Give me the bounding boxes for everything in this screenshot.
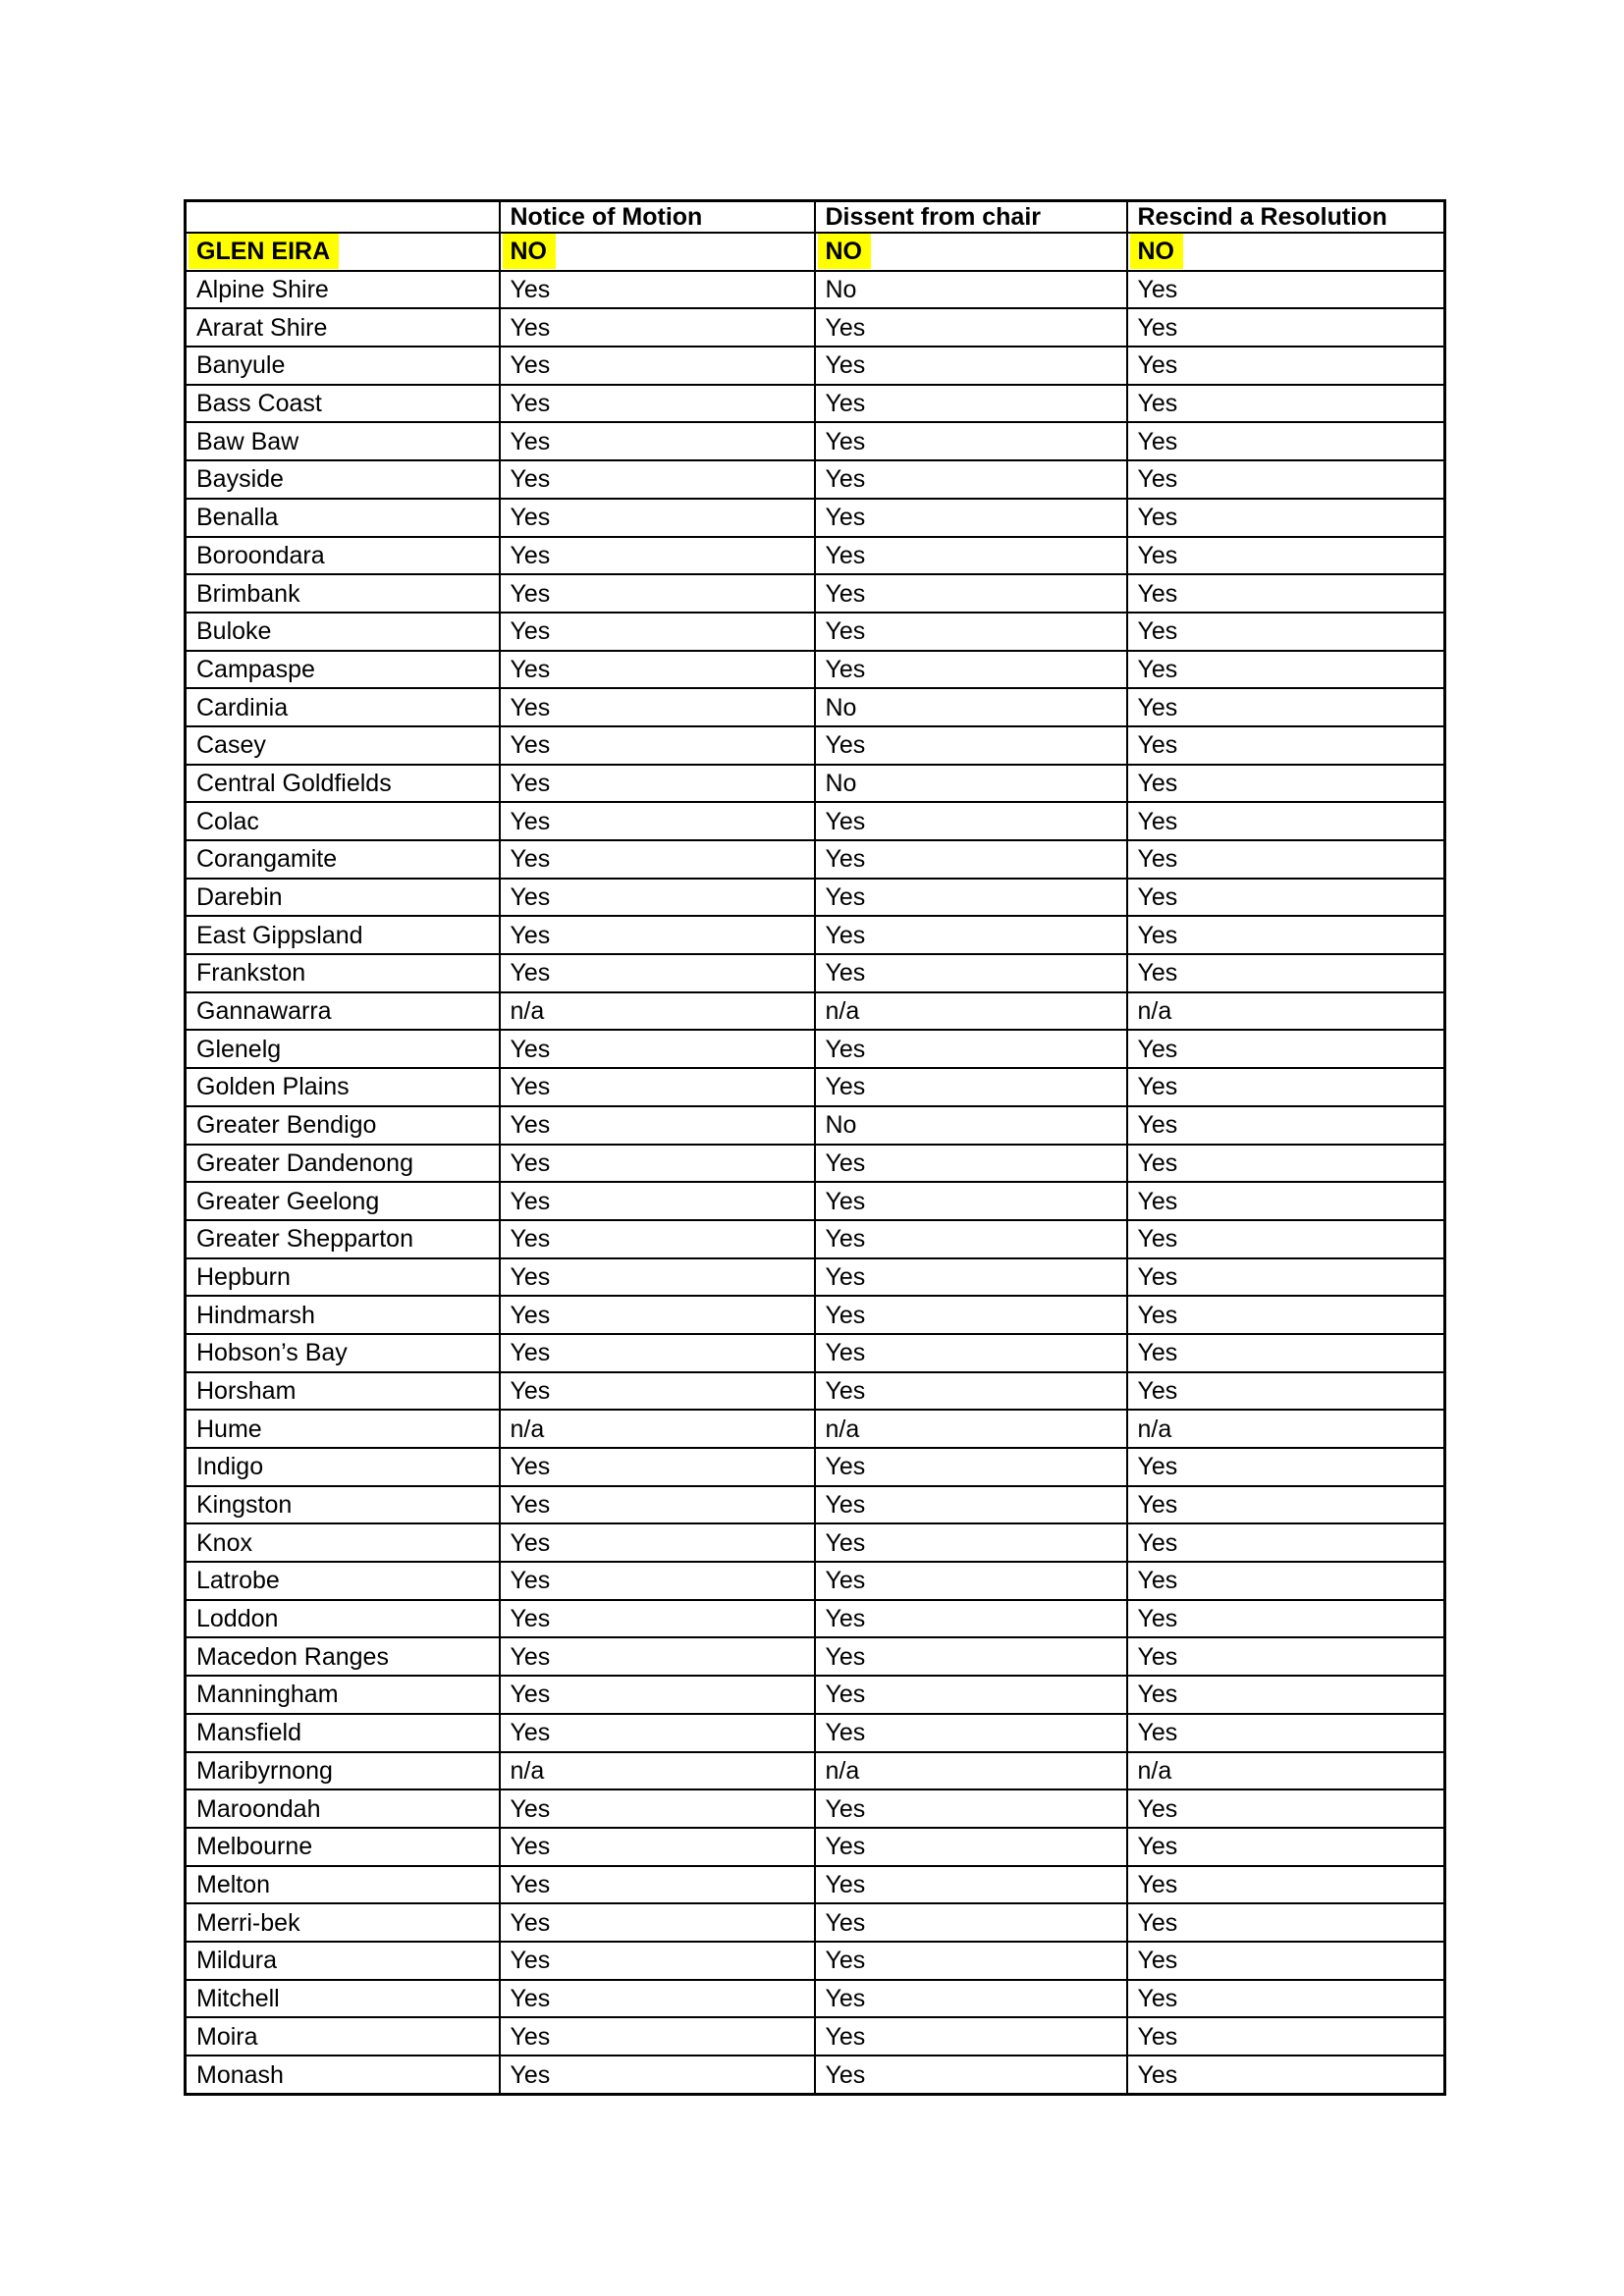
vote-cell: No: [815, 1106, 1127, 1145]
council-name-cell: Greater Geelong: [186, 1182, 500, 1220]
vote-cell: Yes: [815, 1562, 1127, 1600]
vote-cell: Yes: [1127, 308, 1445, 347]
vote-cell: Yes: [1127, 726, 1445, 765]
vote-cell: Yes: [815, 1372, 1127, 1411]
vote-cell: Yes: [1127, 499, 1445, 537]
vote-cell: Yes: [815, 2017, 1127, 2056]
vote-cell: Yes: [1127, 1637, 1445, 1676]
council-name-cell: [186, 233, 500, 271]
vote-cell: Yes: [815, 347, 1127, 385]
vote-cell: Yes: [815, 1030, 1127, 1068]
council-name-cell: Bass Coast: [186, 385, 500, 423]
table-row: [186, 1637, 1445, 1676]
table-row: [186, 992, 1445, 1031]
vote-cell: Yes: [1127, 1448, 1445, 1486]
vote-cell: Yes: [1127, 271, 1445, 309]
council-name-cell: Ararat Shire: [186, 308, 500, 347]
table-row: [186, 802, 1445, 840]
vote-cell: Yes: [1127, 574, 1445, 613]
table-row: [186, 1182, 1445, 1220]
vote-cell: Yes: [500, 726, 815, 765]
vote-cell: Yes: [815, 537, 1127, 575]
vote-cell: Yes: [1127, 1486, 1445, 1524]
council-name-cell: Baw Baw: [186, 422, 500, 460]
vote-cell: Yes: [500, 1828, 815, 1866]
vote-cell: Yes: [500, 1486, 815, 1524]
vote-cell: Yes: [500, 1789, 815, 1828]
vote-cell: Yes: [815, 1448, 1127, 1486]
vote-cell: Yes: [815, 1258, 1127, 1297]
council-name-cell: Glenelg: [186, 1030, 500, 1068]
vote-cell: Yes: [815, 840, 1127, 879]
vote-cell: Yes: [815, 1068, 1127, 1106]
vote-cell: Yes: [500, 347, 815, 385]
table-row: [186, 1372, 1445, 1411]
table-row: [186, 271, 1445, 309]
highlighted-text: NO: [1130, 234, 1184, 269]
table-row: [186, 1030, 1445, 1068]
vote-cell: Yes: [815, 1220, 1127, 1258]
table-row: [186, 1676, 1445, 1714]
vote-cell: Yes: [500, 385, 815, 423]
council-name-cell: Manningham: [186, 1676, 500, 1714]
column-header-dissent-from-chair: Dissent from chair: [815, 201, 1127, 234]
council-name-cell: Hepburn: [186, 1258, 500, 1297]
vote-cell: Yes: [1127, 2056, 1445, 2095]
vote-cell: [1127, 233, 1445, 271]
vote-cell: Yes: [815, 385, 1127, 423]
vote-cell: Yes: [1127, 1714, 1445, 1752]
vote-cell: Yes: [1127, 954, 1445, 992]
vote-cell: Yes: [815, 1676, 1127, 1714]
council-name-cell: Mildura: [186, 1942, 500, 1980]
council-name-cell: Maroondah: [186, 1789, 500, 1828]
vote-cell: Yes: [1127, 1980, 1445, 2018]
council-name-cell: Darebin: [186, 879, 500, 917]
vote-cell: Yes: [815, 308, 1127, 347]
vote-cell: Yes: [500, 574, 815, 613]
table-row: [186, 347, 1445, 385]
vote-cell: Yes: [500, 879, 815, 917]
vote-cell: Yes: [1127, 1182, 1445, 1220]
council-name-cell: Merri-bek: [186, 1903, 500, 1942]
council-name-cell: Boroondara: [186, 537, 500, 575]
vote-cell: Yes: [500, 1145, 815, 1183]
vote-cell: Yes: [1127, 1523, 1445, 1562]
table-row: [186, 574, 1445, 613]
table-row: [186, 460, 1445, 499]
vote-cell: Yes: [1127, 1942, 1445, 1980]
vote-cell: Yes: [1127, 688, 1445, 726]
vote-cell: No: [815, 688, 1127, 726]
table-row: [186, 1220, 1445, 1258]
council-name-cell: Mitchell: [186, 1980, 500, 2018]
council-name-cell: Macedon Ranges: [186, 1637, 500, 1676]
vote-cell: Yes: [1127, 422, 1445, 460]
vote-cell: Yes: [815, 1828, 1127, 1866]
vote-cell: Yes: [1127, 1106, 1445, 1145]
highlight-row: [186, 233, 1445, 271]
table-row: [186, 765, 1445, 803]
table-row: [186, 613, 1445, 651]
vote-cell: Yes: [500, 1980, 815, 2018]
council-name-cell: Cardinia: [186, 688, 500, 726]
table-row: [186, 1296, 1445, 1334]
vote-cell: Yes: [815, 879, 1127, 917]
table-row: [186, 916, 1445, 954]
table-row: [186, 1980, 1445, 2018]
vote-cell: Yes: [500, 308, 815, 347]
council-name-cell: Greater Shepparton: [186, 1220, 500, 1258]
council-name-cell: Moira: [186, 2017, 500, 2056]
vote-cell: Yes: [500, 1866, 815, 1904]
table-row: [186, 1562, 1445, 1600]
council-name-cell: Bayside: [186, 460, 500, 499]
table-row: [186, 954, 1445, 992]
vote-cell: Yes: [500, 1714, 815, 1752]
council-name-cell: Colac: [186, 802, 500, 840]
vote-cell: Yes: [1127, 916, 1445, 954]
vote-cell: n/a: [500, 1752, 815, 1790]
table-row: [186, 1828, 1445, 1866]
vote-cell: Yes: [1127, 1866, 1445, 1904]
table-row: [186, 726, 1445, 765]
vote-cell: Yes: [500, 2056, 815, 2095]
council-name-cell: Campaspe: [186, 651, 500, 689]
vote-cell: Yes: [815, 1600, 1127, 1638]
vote-cell: Yes: [500, 916, 815, 954]
vote-cell: Yes: [815, 1637, 1127, 1676]
vote-cell: [500, 233, 815, 271]
table-row: [186, 840, 1445, 879]
council-name-cell: Kingston: [186, 1486, 500, 1524]
vote-cell: Yes: [1127, 537, 1445, 575]
vote-cell: Yes: [815, 1334, 1127, 1372]
table-row: [186, 1866, 1445, 1904]
vote-cell: Yes: [500, 651, 815, 689]
vote-cell: Yes: [1127, 1030, 1445, 1068]
vote-cell: Yes: [500, 1942, 815, 1980]
vote-cell: Yes: [815, 1789, 1127, 1828]
council-name-cell: Hindmarsh: [186, 1296, 500, 1334]
table-row: [186, 1752, 1445, 1790]
vote-cell: Yes: [500, 271, 815, 309]
vote-cell: Yes: [1127, 802, 1445, 840]
vote-cell: Yes: [500, 954, 815, 992]
vote-cell: Yes: [1127, 1372, 1445, 1411]
table-row: [186, 537, 1445, 575]
council-name-cell: Loddon: [186, 1600, 500, 1638]
vote-cell: Yes: [500, 1106, 815, 1145]
vote-cell: Yes: [1127, 2017, 1445, 2056]
vote-cell: Yes: [815, 954, 1127, 992]
vote-cell: Yes: [1127, 1600, 1445, 1638]
vote-cell: Yes: [815, 2056, 1127, 2095]
vote-cell: Yes: [500, 1220, 815, 1258]
vote-cell: Yes: [815, 916, 1127, 954]
table-row: [186, 1068, 1445, 1106]
vote-cell: Yes: [500, 1296, 815, 1334]
vote-cell: [815, 233, 1127, 271]
vote-cell: n/a: [815, 1752, 1127, 1790]
vote-cell: Yes: [815, 1866, 1127, 1904]
table-row: [186, 1789, 1445, 1828]
vote-cell: Yes: [500, 1068, 815, 1106]
council-name-cell: Corangamite: [186, 840, 500, 879]
vote-cell: Yes: [500, 1448, 815, 1486]
vote-cell: Yes: [1127, 765, 1445, 803]
vote-cell: Yes: [815, 726, 1127, 765]
table-row: [186, 1600, 1445, 1638]
table-body: [186, 233, 1445, 2095]
vote-cell: Yes: [500, 1030, 815, 1068]
council-name-cell: Brimbank: [186, 574, 500, 613]
vote-cell: No: [815, 271, 1127, 309]
vote-cell: Yes: [500, 1523, 815, 1562]
vote-cell: Yes: [500, 1372, 815, 1411]
table-row: [186, 499, 1445, 537]
council-name-cell: Frankston: [186, 954, 500, 992]
table-row: [186, 1714, 1445, 1752]
table-row: [186, 2017, 1445, 2056]
vote-cell: Yes: [500, 499, 815, 537]
column-header-rescind-a-resolution: Rescind a Resolution: [1127, 201, 1445, 234]
vote-cell: Yes: [815, 574, 1127, 613]
council-name-cell: Buloke: [186, 613, 500, 651]
table-row: [186, 879, 1445, 917]
council-name-cell: Benalla: [186, 499, 500, 537]
table-row: [186, 1448, 1445, 1486]
vote-cell: Yes: [1127, 460, 1445, 499]
table-row: [186, 308, 1445, 347]
council-name-cell: Maribyrnong: [186, 1752, 500, 1790]
vote-cell: Yes: [500, 1562, 815, 1600]
council-name-cell: Banyule: [186, 347, 500, 385]
vote-cell: Yes: [1127, 1258, 1445, 1297]
table-row: [186, 1523, 1445, 1562]
table-row: [186, 385, 1445, 423]
highlighted-text: NO: [818, 234, 872, 269]
vote-cell: Yes: [1127, 385, 1445, 423]
vote-cell: Yes: [500, 1182, 815, 1220]
table-row: [186, 1258, 1445, 1297]
table-row: [186, 422, 1445, 460]
table-row: [186, 1334, 1445, 1372]
council-name-cell: Hume: [186, 1410, 500, 1448]
council-name-cell: Golden Plains: [186, 1068, 500, 1106]
vote-cell: Yes: [1127, 613, 1445, 651]
vote-cell: Yes: [500, 688, 815, 726]
column-header-council: [186, 201, 500, 234]
vote-cell: Yes: [500, 460, 815, 499]
vote-cell: Yes: [815, 1980, 1127, 2018]
table-row: [186, 688, 1445, 726]
column-header-notice-of-motion: Notice of Motion: [500, 201, 815, 234]
vote-cell: Yes: [815, 422, 1127, 460]
table-row: [186, 1942, 1445, 1980]
council-name-cell: Indigo: [186, 1448, 500, 1486]
vote-cell: Yes: [815, 499, 1127, 537]
vote-cell: Yes: [815, 802, 1127, 840]
council-name-cell: Melbourne: [186, 1828, 500, 1866]
vote-cell: Yes: [500, 1600, 815, 1638]
vote-cell: Yes: [1127, 1903, 1445, 1942]
vote-cell: Yes: [815, 1714, 1127, 1752]
vote-cell: Yes: [1127, 840, 1445, 879]
table-row: [186, 1106, 1445, 1145]
council-name-cell: Melton: [186, 1866, 500, 1904]
council-name-cell: Monash: [186, 2056, 500, 2095]
vote-cell: Yes: [500, 613, 815, 651]
vote-cell: Yes: [1127, 1828, 1445, 1866]
vote-cell: Yes: [500, 537, 815, 575]
table-row: [186, 1903, 1445, 1942]
council-name-cell: Horsham: [186, 1372, 500, 1411]
vote-cell: Yes: [815, 1486, 1127, 1524]
table-row: [186, 2056, 1445, 2095]
vote-cell: n/a: [500, 1410, 815, 1448]
vote-cell: Yes: [500, 2017, 815, 2056]
vote-cell: Yes: [500, 1334, 815, 1372]
table-row: [186, 1486, 1445, 1524]
vote-cell: n/a: [500, 992, 815, 1031]
vote-cell: Yes: [500, 422, 815, 460]
highlighted-text: GLEN EIRA: [189, 234, 339, 269]
council-name-cell: Hobson’s Bay: [186, 1334, 500, 1372]
table-row: [186, 651, 1445, 689]
vote-cell: Yes: [500, 1676, 815, 1714]
votes-table: [184, 199, 1446, 2096]
highlighted-text: NO: [503, 234, 557, 269]
table-row: [186, 1410, 1445, 1448]
vote-cell: n/a: [815, 1410, 1127, 1448]
vote-cell: Yes: [1127, 1789, 1445, 1828]
council-name-cell: Casey: [186, 726, 500, 765]
council-name-cell: Gannawarra: [186, 992, 500, 1031]
header-row: [186, 201, 1445, 234]
council-name-cell: Central Goldfields: [186, 765, 500, 803]
council-name-cell: East Gippsland: [186, 916, 500, 954]
vote-cell: n/a: [1127, 992, 1445, 1031]
vote-cell: Yes: [815, 613, 1127, 651]
vote-cell: Yes: [815, 1296, 1127, 1334]
council-name-cell: Alpine Shire: [186, 271, 500, 309]
table-row: [186, 1145, 1445, 1183]
vote-cell: Yes: [815, 651, 1127, 689]
council-name-cell: Knox: [186, 1523, 500, 1562]
council-name-cell: Greater Bendigo: [186, 1106, 500, 1145]
vote-cell: Yes: [1127, 1296, 1445, 1334]
council-name-cell: Latrobe: [186, 1562, 500, 1600]
vote-cell: Yes: [815, 1182, 1127, 1220]
vote-cell: n/a: [1127, 1752, 1445, 1790]
vote-cell: Yes: [1127, 1676, 1445, 1714]
vote-cell: Yes: [815, 1145, 1127, 1183]
vote-cell: Yes: [1127, 1220, 1445, 1258]
vote-cell: Yes: [500, 1637, 815, 1676]
vote-cell: Yes: [1127, 651, 1445, 689]
vote-cell: n/a: [815, 992, 1127, 1031]
vote-cell: Yes: [500, 802, 815, 840]
vote-cell: Yes: [500, 765, 815, 803]
vote-cell: Yes: [500, 1903, 815, 1942]
vote-cell: Yes: [815, 1903, 1127, 1942]
vote-cell: Yes: [1127, 347, 1445, 385]
vote-cell: Yes: [815, 1942, 1127, 1980]
vote-cell: No: [815, 765, 1127, 803]
vote-cell: Yes: [500, 1258, 815, 1297]
vote-cell: Yes: [1127, 1145, 1445, 1183]
vote-cell: Yes: [1127, 879, 1445, 917]
vote-cell: Yes: [815, 460, 1127, 499]
vote-cell: Yes: [1127, 1068, 1445, 1106]
vote-cell: Yes: [1127, 1562, 1445, 1600]
vote-cell: n/a: [1127, 1410, 1445, 1448]
council-name-cell: Mansfield: [186, 1714, 500, 1752]
council-name-cell: Greater Dandenong: [186, 1145, 500, 1183]
vote-cell: Yes: [815, 1523, 1127, 1562]
vote-cell: Yes: [500, 840, 815, 879]
vote-cell: Yes: [1127, 1334, 1445, 1372]
